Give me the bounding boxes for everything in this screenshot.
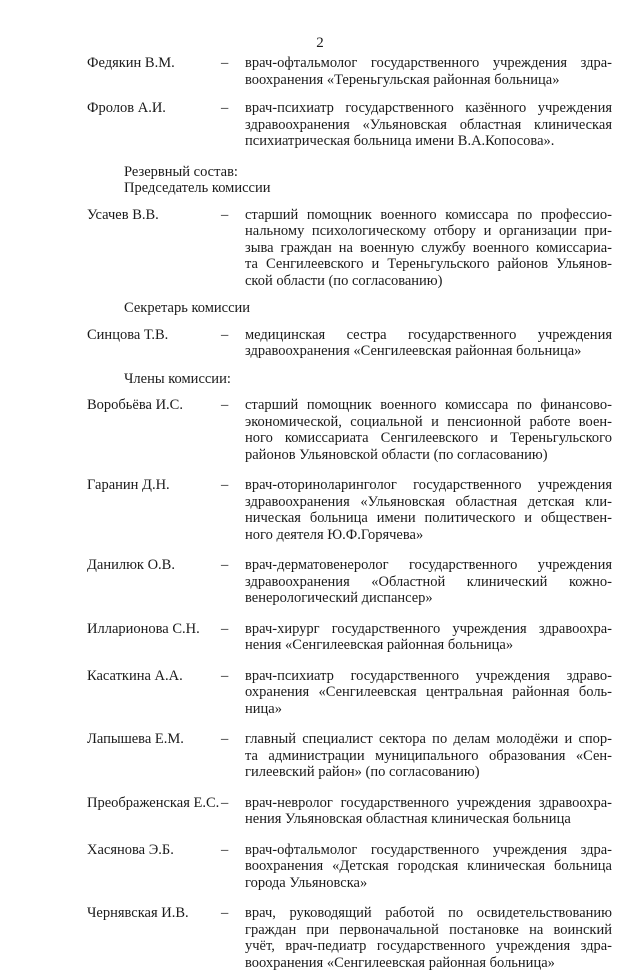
description-line: учёт, врач-педиатр государственного учреждения здра- bbox=[245, 938, 612, 955]
dash-separator: – bbox=[221, 327, 245, 360]
person-entry bbox=[87, 795, 617, 828]
person-name: Фролов А.И. bbox=[87, 100, 221, 150]
description-line: врач-оториноларинголог государственного учреждения bbox=[245, 477, 612, 494]
description-line: врач, руководящий работой по освидетельствованию bbox=[245, 905, 612, 922]
description-line: медицинская сестра государственного учреждения bbox=[245, 327, 612, 344]
description-line: здравоохранения «Областной клинический кожно- bbox=[245, 574, 612, 591]
description-line: ской области (по согласованию) bbox=[245, 273, 612, 290]
person-description bbox=[245, 557, 612, 607]
person-description bbox=[245, 477, 612, 543]
description-line: та Сенгилеевского и Тереньгульского районов Ульянов- bbox=[245, 256, 612, 273]
members-heading: Члены комиссии: bbox=[87, 371, 617, 388]
person-name: Хасянова Э.Б. bbox=[87, 842, 221, 892]
person-entry bbox=[87, 668, 617, 718]
description-line: воохранения «Детская городская клиническая больница bbox=[245, 858, 612, 875]
document-body bbox=[87, 55, 617, 971]
person-entry bbox=[87, 905, 617, 971]
dash-separator: – bbox=[221, 477, 245, 543]
person-description bbox=[245, 842, 612, 892]
description-line: врач-психиатр государственного учреждения здраво- bbox=[245, 668, 612, 685]
secretary-list bbox=[87, 327, 617, 360]
person-name: Касаткина А.А. bbox=[87, 668, 221, 718]
description-line: города Ульяновска» bbox=[245, 875, 612, 892]
person-description bbox=[245, 795, 612, 828]
person-entry bbox=[87, 55, 617, 88]
dash-separator: – bbox=[221, 795, 245, 828]
person-description bbox=[245, 397, 612, 463]
description-line: венерологический диспансер» bbox=[245, 590, 612, 607]
description-line: главный специалист сектора по делам молодёжи и спор- bbox=[245, 731, 612, 748]
person-entry bbox=[87, 397, 617, 463]
description-line: ница» bbox=[245, 701, 612, 718]
description-line: зыва граждан на военную службу военного комиссариа- bbox=[245, 240, 612, 257]
page-number: 2 bbox=[0, 35, 640, 52]
description-line: граждан при первоначальной постановке на воинский bbox=[245, 922, 612, 939]
chair-heading: Председатель комиссии bbox=[87, 180, 617, 197]
dash-separator: – bbox=[221, 207, 245, 290]
description-line: врач-психиатр государственного казённого учреждения bbox=[245, 100, 612, 117]
person-description bbox=[245, 621, 612, 654]
description-line: воохранения «Сенгилеевская районная больница» bbox=[245, 955, 612, 971]
person-entry bbox=[87, 621, 617, 654]
dash-separator: – bbox=[221, 731, 245, 781]
dash-separator: – bbox=[221, 55, 245, 88]
person-name: Преображенская Е.С. bbox=[87, 795, 221, 828]
person-name: Синцова Т.В. bbox=[87, 327, 221, 360]
description-line: та администрации муниципального образования «Сен- bbox=[245, 748, 612, 765]
dash-separator: – bbox=[221, 100, 245, 150]
description-line: здравоохранения «Ульяновская областная детская кли- bbox=[245, 494, 612, 511]
person-name: Федякин В.М. bbox=[87, 55, 221, 88]
dash-separator: – bbox=[221, 621, 245, 654]
description-line: охранения «Сенгилеевская центральная районная боль- bbox=[245, 684, 612, 701]
person-name: Илларионова С.Н. bbox=[87, 621, 221, 654]
description-line: психиатрическая больница имени В.А.Копосова». bbox=[245, 133, 612, 150]
person-name: Усачев В.В. bbox=[87, 207, 221, 290]
description-line: нения «Сенгилеевская районная больница» bbox=[245, 637, 612, 654]
person-description bbox=[245, 731, 612, 781]
dash-separator: – bbox=[221, 397, 245, 463]
description-line: экономической, социальной и пенсионной работе воен- bbox=[245, 414, 612, 431]
person-entry bbox=[87, 731, 617, 781]
description-line: ного комиссариата Сенгилеевского и Тереньгульского bbox=[245, 430, 612, 447]
description-line: врач-невролог государственного учреждения здравоохра- bbox=[245, 795, 612, 812]
description-line: врач-дерматовенеролог государственного учреждения bbox=[245, 557, 612, 574]
description-line: ного деятеля Ю.Ф.Горячева» bbox=[245, 527, 612, 544]
person-description bbox=[245, 207, 612, 290]
person-entry bbox=[87, 557, 617, 607]
person-description bbox=[245, 55, 612, 88]
person-entry bbox=[87, 100, 617, 150]
description-line: гилеевский район» (по согласованию) bbox=[245, 764, 612, 781]
dash-separator: – bbox=[221, 668, 245, 718]
person-name: Гаранин Д.Н. bbox=[87, 477, 221, 543]
person-description bbox=[245, 327, 612, 360]
top-list bbox=[87, 55, 617, 150]
reserve-heading: Резервный состав: bbox=[87, 164, 617, 181]
person-name: Данилюк О.В. bbox=[87, 557, 221, 607]
description-line: врач-офтальмолог государственного учреждения здра- bbox=[245, 55, 612, 72]
description-line: нения Ульяновская областная клиническая больница bbox=[245, 811, 612, 828]
person-entry bbox=[87, 842, 617, 892]
description-line: районов Ульяновской области (по согласованию) bbox=[245, 447, 612, 464]
description-line: врач-офтальмолог государственного учреждения здра- bbox=[245, 842, 612, 859]
person-name: Чернявская И.В. bbox=[87, 905, 221, 971]
description-line: старший помощник военного комиссара по финансово- bbox=[245, 397, 612, 414]
person-description bbox=[245, 905, 612, 971]
members-list bbox=[87, 397, 617, 971]
chair-list bbox=[87, 207, 617, 290]
dash-separator: – bbox=[221, 557, 245, 607]
description-line: нальному психологическому отбору и организации при- bbox=[245, 223, 612, 240]
description-line: здравоохранения «Ульяновская областная клиническая bbox=[245, 117, 612, 134]
person-description bbox=[245, 668, 612, 718]
person-entry bbox=[87, 207, 617, 290]
dash-separator: – bbox=[221, 842, 245, 892]
description-line: воохранения «Тереньгульская районная больница» bbox=[245, 72, 612, 89]
dash-separator: – bbox=[221, 905, 245, 971]
description-line: врач-хирург государственного учреждения здравоохра- bbox=[245, 621, 612, 638]
person-name: Лапышева Е.М. bbox=[87, 731, 221, 781]
person-name: Воробьёва И.С. bbox=[87, 397, 221, 463]
person-entry bbox=[87, 327, 617, 360]
description-line: старший помощник военного комиссара по профессио- bbox=[245, 207, 612, 224]
person-description bbox=[245, 100, 612, 150]
description-line: здравоохранения «Сенгилеевская районная больница» bbox=[245, 343, 612, 360]
secretary-heading: Секретарь комиссии bbox=[87, 300, 617, 317]
person-entry bbox=[87, 477, 617, 543]
description-line: ническая больница имени политического и обществен- bbox=[245, 510, 612, 527]
